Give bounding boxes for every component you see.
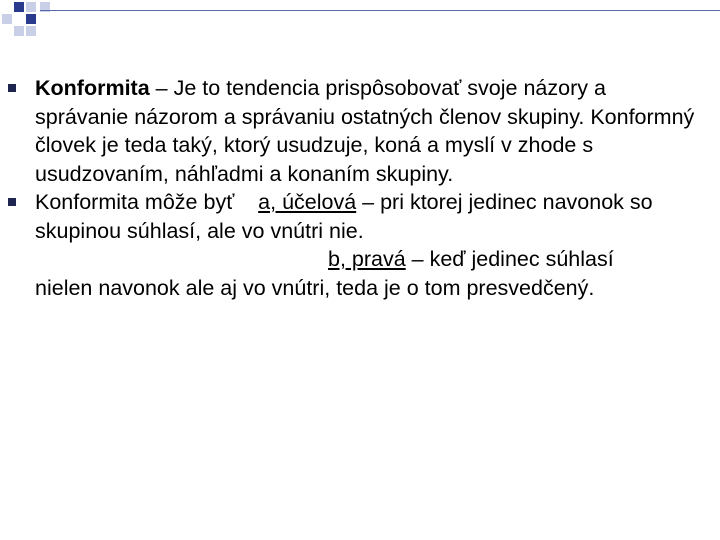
bullet-item-types: [0, 188, 720, 302]
option-b-label: b, pravá: [328, 247, 406, 271]
term-konformita: Konformita: [35, 76, 150, 100]
square-bullet-icon: [8, 198, 16, 206]
types-intro: Konformita môže byť: [35, 190, 235, 214]
option-a-label: a, účelová: [258, 190, 357, 214]
option-b-text-2: nielen navonok ale aj vo vnútri, teda je o tom presvedčený.: [35, 275, 595, 300]
option-a-text: – pri ktorej jedinec navonok so skupinou súhlasí, ale vo vnútri nie.: [35, 190, 653, 243]
square-pattern-icon: [0, 0, 90, 45]
definition-text: – Je to tendencia prispôsobovať svoje názory a správanie názorom a správaniu ostatných členov skupiny. Konformný človek je teda taký, ktorý usudzuje, koná a myslí v zhode s usudzovaním, náhľadmi a konaním skupiny.: [35, 76, 695, 186]
option-b-line: [35, 245, 700, 274]
bullet-item-definition: [0, 74, 720, 188]
option-b-text-1: – keď jedinec súhlasí: [405, 247, 614, 271]
corner-decoration: [0, 0, 90, 45]
slide-content: [0, 74, 720, 302]
top-rule-divider: [40, 10, 720, 11]
square-bullet-icon: [8, 84, 16, 92]
